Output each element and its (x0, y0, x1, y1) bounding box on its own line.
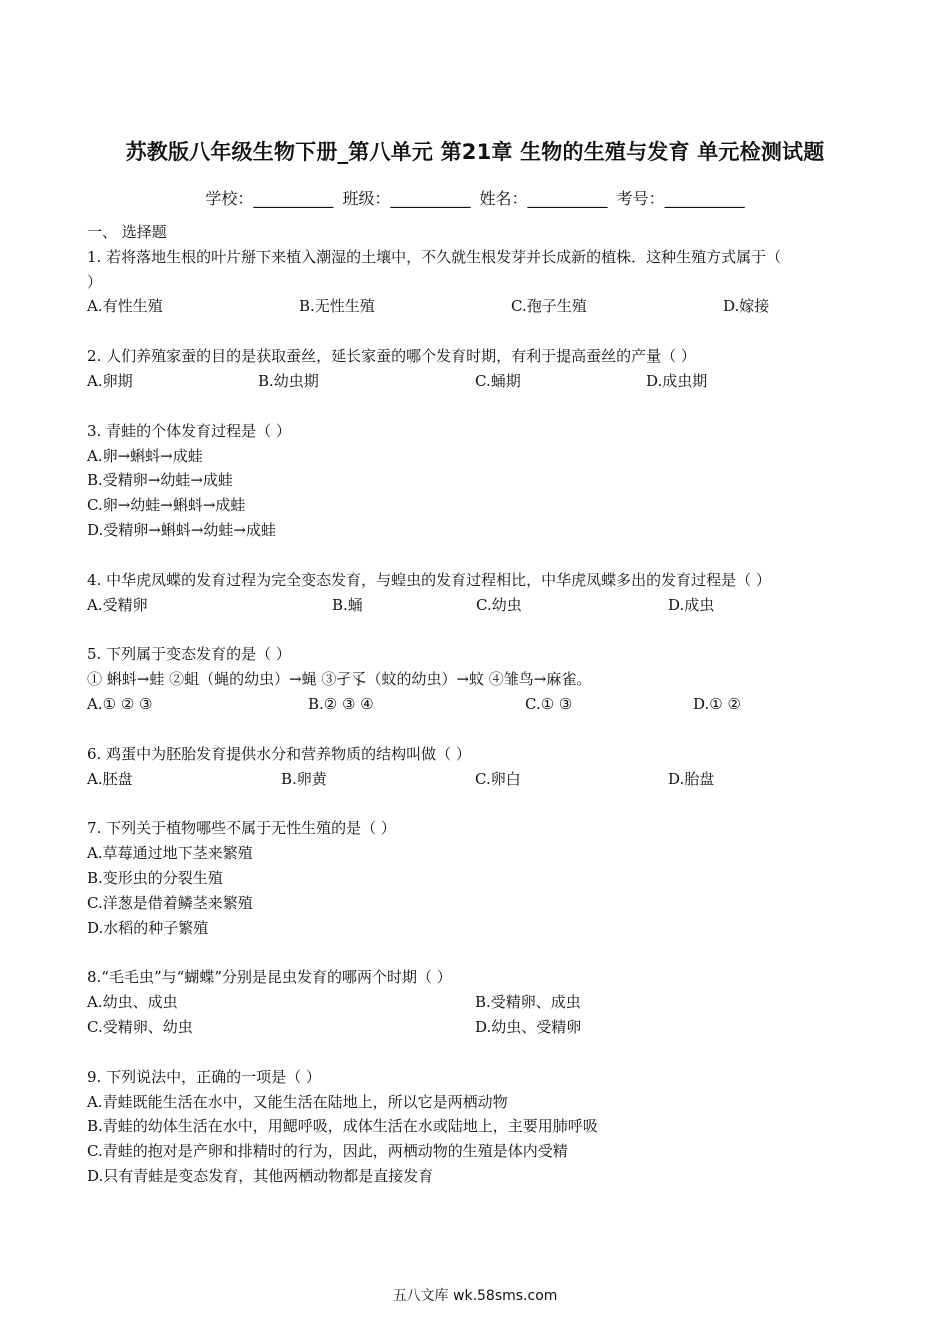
question-1 (87, 245, 877, 319)
question-9 (87, 1065, 877, 1189)
option-b: B.无性生殖 (299, 297, 375, 316)
option-b: B.受精卵→幼蛙→成蛙 (87, 471, 233, 490)
option-b: B.蛹 (332, 595, 363, 614)
option-c: C.① ③ (525, 694, 573, 713)
option-c: C.受精卵、幼虫 (87, 1017, 193, 1036)
number-field: 考号：__________ (616, 189, 745, 208)
option-b: B.卵黄 (281, 769, 327, 788)
option-a: A.幼虫、成虫 (87, 993, 178, 1012)
question-7 (87, 816, 877, 940)
question-stem: 9. 下列说法中，正确的一项是（ ） (87, 1067, 321, 1086)
option-d: D.嫁接 (723, 297, 770, 316)
question-stem: 3. 青蛙的个体发育过程是（ ） (87, 421, 291, 440)
question-8 (87, 965, 877, 1039)
question-stem: 1. 若将落地生根的叶片掰下来植入潮湿的土壤中，不久就生根发芽并长成新的植株．这种生殖方式属于（ (87, 247, 782, 266)
question-detail: ① 蝌蚪→蛙 ②蛆（蝇的幼虫）→蝇 ③孑孓（蚊的幼虫）→蚊 ④雏鸟→麻雀。 (87, 670, 592, 689)
option-d: D.① ② (693, 694, 741, 713)
class-field: 班级：__________ (342, 189, 471, 208)
option-d: D.只有青蛙是变态发育，其他两栖动物都是直接发育 (87, 1166, 434, 1185)
options-row (87, 767, 877, 792)
option-a: A.有性生殖 (87, 297, 163, 316)
option-c: C.孢子生殖 (511, 297, 587, 316)
question-stem-cont: ） (87, 272, 103, 291)
option-b: B.受精卵、成虫 (475, 993, 581, 1012)
question-6 (87, 742, 877, 792)
student-info-line (0, 186, 950, 209)
question-5 (87, 642, 877, 716)
option-d: D.胎盘 (668, 769, 715, 788)
option-a: A.卵期 (87, 371, 133, 390)
option-d: D.幼虫、受精卵 (475, 1017, 582, 1036)
footer-watermark: 五八文库 wk.58sms.com (392, 1288, 558, 1304)
option-b: B.② ③ ④ (308, 694, 374, 713)
question-stem: 2. 人们养殖家蚕的目的是获取蚕丝，延长家蚕的哪个发育时期，有利于提高蚕丝的产量（ ） (87, 347, 696, 366)
options-row (87, 1015, 877, 1040)
question-list (87, 220, 877, 1189)
question-4 (87, 568, 877, 618)
option-c: C.幼虫 (476, 595, 522, 614)
option-a: A.① ② ③ (87, 694, 153, 713)
options-row (87, 593, 877, 618)
section-heading: 一、 选择题 (87, 223, 167, 241)
option-b: B.青蛙的幼体生活在水中，用鳃呼吸，成体生活在水或陆地上，主要用肺呼吸 (87, 1117, 598, 1136)
option-d: D.水稻的种子繁殖 (87, 918, 209, 937)
option-a: A.胚盘 (87, 769, 133, 788)
option-a: A.青蛙既能生活在水中，又能生活在陆地上，所以它是两栖动物 (87, 1092, 508, 1111)
options-row (87, 990, 877, 1015)
option-c: C.洋葱是借着鳞茎来繁殖 (87, 893, 253, 912)
options-row (87, 294, 877, 319)
option-d: D.成虫 (668, 595, 715, 614)
options-row (87, 369, 877, 394)
school-field: 学校：__________ (205, 189, 334, 208)
option-c: C.卵白 (475, 769, 521, 788)
question-2 (87, 344, 877, 394)
option-c: C.蛹期 (475, 371, 521, 390)
option-a: A.草莓通过地下茎来繁殖 (87, 844, 253, 863)
option-d: D.受精卵→蝌蚪→幼蛙→成蛙 (87, 520, 276, 539)
question-stem: 8.“毛毛虫”与“蝴蝶”分别是昆虫发育的哪两个时期（ ） (87, 968, 452, 987)
name-field: 姓名：__________ (479, 189, 608, 208)
option-a: A.受精卵 (87, 595, 148, 614)
option-c: C.青蛙的抱对是产卵和排精时的行为，因此，两栖动物的生殖是体内受精 (87, 1142, 568, 1161)
options-row (87, 692, 877, 717)
document-title: 苏教版八年级生物下册_第八单元 第21章 生物的生殖与发育 单元检测试题 (125, 140, 825, 164)
question-stem: 4. 中华虎凤蝶的发育过程为完全变态发育，与蝗虫的发育过程相比，中华虎凤蝶多出的发育过程是（ ） (87, 570, 771, 589)
question-stem: 5. 下列属于变态发育的是（ ） (87, 645, 291, 664)
option-b: B.变形虫的分裂生殖 (87, 868, 223, 887)
option-b: B.幼虫期 (258, 371, 319, 390)
question-stem: 6. 鸡蛋中为胚胎发育提供水分和营养物质的结构叫做（ ） (87, 744, 471, 763)
question-3 (87, 419, 877, 543)
option-a: A.卵→蝌蚪→成蛙 (87, 446, 203, 465)
option-d: D.成虫期 (646, 371, 708, 390)
option-c: C.卵→幼蛙→蝌蚪→成蛙 (87, 496, 246, 515)
question-stem: 7. 下列关于植物哪些不属于无性生殖的是（ ） (87, 819, 396, 838)
